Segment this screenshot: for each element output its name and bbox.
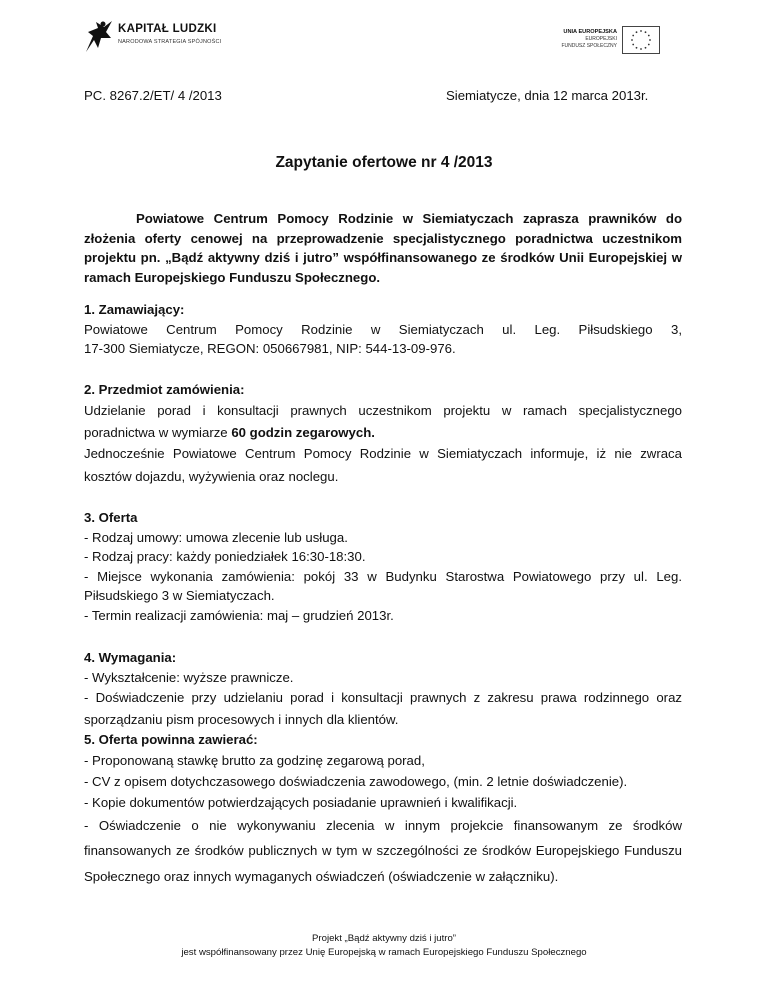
document-title: Zapytanie ofertowe nr 4 /2013 [275,154,493,171]
section-3-item: - Termin realizacji zamówienia: maj – grudzień 2013r. [84,607,394,623]
section-3-item: - Miejsce wykonania zamówienia: pokój 33 w Budynku Starostwa Powiatowego przy ul. Leg. Piłsudskiego 3 w Siemiatyczach. [84,568,682,604]
eu-logo-line1: UNIA EUROPEJSKA [563,29,617,35]
intro-paragraph [84,209,682,287]
page-footer [0,932,768,960]
section-4-item: - Doświadczenie przy udzielaniu porad i konsultacji prawnych z zakresu prawa rodzinnego oraz sporządzaniu pism procesowych i innych dla klientów. [84,690,682,728]
section-2-text [84,400,682,445]
section-5-item: - CV z opisem dotychczasowego doświadczenia zawodowego, (min. 2 letnie doświadczenie). [84,773,628,789]
kapital-ludzki-subtitle: NARODOWA STRATEGIA SPÓJNOŚCI [118,39,222,45]
eu-logo-text [561,28,617,50]
document-date: Siemiatycze, dnia 12 marca 2013r. [446,88,649,103]
section-4-item: - Wykształcenie: wyższe prawnicze. [84,669,294,685]
document-reference: PC. 8267.2/ET/ 4 /2013 [84,88,222,103]
section-3-heading: 3. Oferta [84,510,138,525]
footer-line-2: jest współfinansowany przez Unię Europejską w ramach Europejskiego Funduszu Społecznego [181,947,587,958]
section-4-heading: 4. Wymagania: [84,650,177,665]
kapital-ludzki-logo [84,18,244,56]
kapital-ludzki-title: KAPITAŁ LUDZKI [118,23,217,35]
section-5-item: - Kopie dokumentów potwierdzających posiadanie uprawnień i kwalifikacji. [84,794,518,810]
section-wymagania [84,648,682,731]
section-3-item: - Rodzaj pracy: każdy poniedziałek 16:30-18:30. [84,549,366,565]
section-1-line-2: 17-300 Siemiatycze, REGON: 050667981, NIP: 544-13-09-976. [84,341,456,357]
section-oferta [84,508,682,626]
eu-logo-line2: EUROPEJSKI [585,36,617,42]
intro-text: Powiatowe Centrum Pomocy Rodzinie w Siemiatyczach zaprasza prawników do złożenia oferty cenowej na przeprowadzenie specjalistycznego poradnictwa uczestnikom projektu pn. „Bądź aktywny dziś i jutro” współfinansowanego ze środków Unii Europejskiej w ramach Europejskiego Funduszu Społecznego. [84,211,682,285]
section-2-text-main: Udzielanie porad i konsultacji prawnych uczestnikom projektu w ramach specjalistycznego poradnictwa w wymiarze [84,402,682,441]
section-2-note: Jednocześnie Powiatowe Centrum Pomocy Rodzinie w Siemiatyczach informuje, iż nie zwraca kosztów dojazdu, wyżywienia oraz noclegu. [84,446,682,484]
eu-logo-line3: FUNDUSZ SPOŁECZNY [561,43,617,49]
section-oferta-zawartosc [84,730,682,889]
section-5-item: - Oświadczenie o nie wykonywaniu zlecenia w innym projekcie finansowanym ze środków finansowanych ze środków publicznych w tym w szczególności ze środków Europejskiego Funduszu Społecznego oraz innych wymaganych oświadczeń (oświadczenie w załączniku). [84,817,682,884]
section-1-line-1: Powiatowe Centrum Pomocy Rodzinie w Siemiatyczach ul. Leg. Piłsudskiego 3, [84,321,682,337]
section-2-heading: 2. Przedmiot zamówienia: [84,382,245,397]
section-5-item: - Proponowaną stawkę brutto za godzinę zegarową porad, [84,752,425,768]
kapital-ludzki-emblem-icon [84,18,114,54]
section-1-heading: 1. Zamawiający: [84,302,185,317]
section-3-item: - Rodzaj umowy: umowa zlecenie lub usługa. [84,529,348,545]
footer-line-1: Projekt „Bądź aktywny dziś i jutro” [312,933,456,944]
section-2-text-hours: 60 godzin zegarowych. [231,425,375,441]
section-2-note-block [84,443,682,488]
section-zamawiajacy [84,300,682,359]
section-przedmiot [84,380,682,445]
eu-flag-icon [622,26,660,54]
eu-logo [548,26,660,56]
section-5-heading: 5. Oferta powinna zawierać: [84,732,258,747]
